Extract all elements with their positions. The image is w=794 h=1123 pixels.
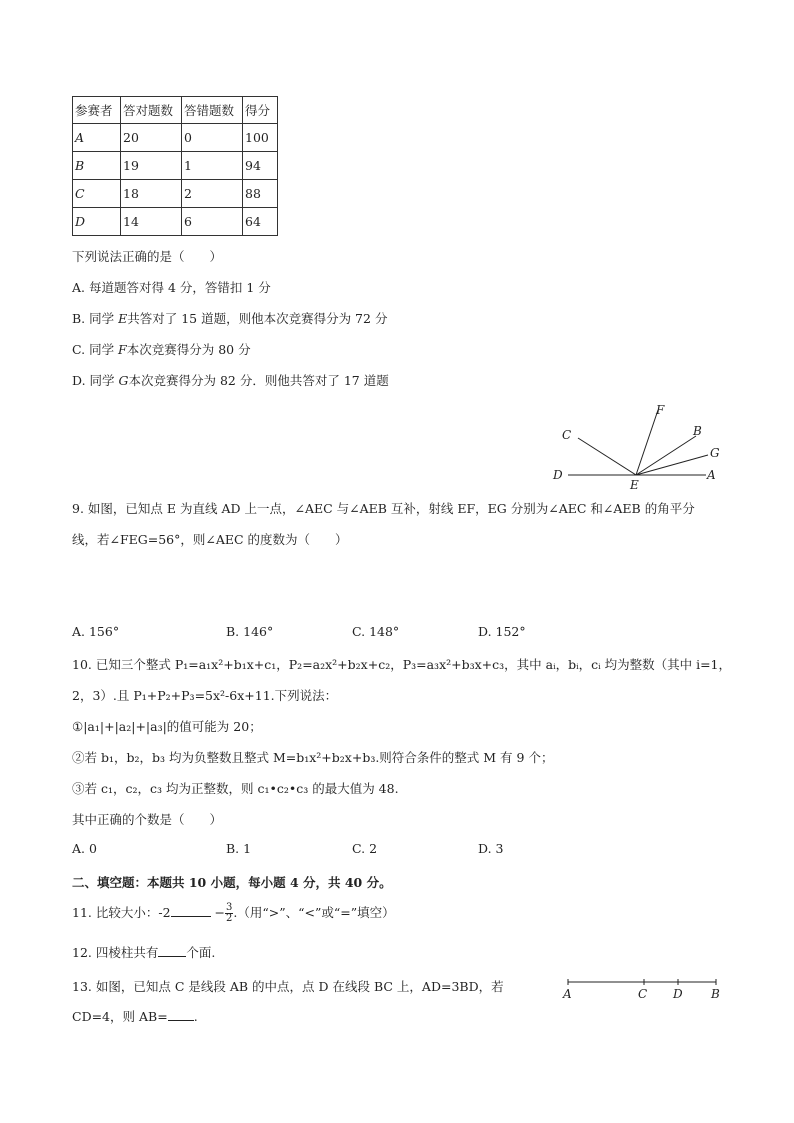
fraction: $\frac{3}{2}$ <box>226 902 233 924</box>
q10-line1: 10. 已知三个整式 P₁=a₁x²+b₁x+c₁，P₂=a₂x²+b₂x+c₂，P₃=a₃x²+b₃x+c₃，其中 aᵢ，bᵢ，cᵢ 均为整数（其中 i=1， <box>72 657 731 672</box>
q11-text: 11. 比较大小：-2 − $\frac{3}{2}$ .（用“>”、“<”或“=”填空） <box>72 902 395 924</box>
answer-blank[interactable] <box>171 916 211 917</box>
q10-line2: 2，3）.且 P₁+P₂+P₃=5x²-6x+11.下列说法： <box>72 688 338 703</box>
segment-figure <box>558 972 728 1004</box>
table-cell: 1 <box>182 152 243 180</box>
fig13-label-b: B <box>711 987 720 1001</box>
table-cell: 20 <box>121 124 182 152</box>
q9-line1: 9. 如图，已知点 E 为直线 AD 上一点，∠AEC 与∠AEB 互补，射线 EF，EG 分别为∠AEC 和∠AEB 的角平分 <box>72 501 695 516</box>
q12-text: 12. 四棱柱共有 个面. <box>72 945 216 960</box>
q10-option-d: D. 3 <box>478 841 504 856</box>
q9-option-a: A. 156° <box>72 624 120 639</box>
table-cell: B <box>73 152 121 180</box>
q9-option-c: C. 148° <box>352 624 400 639</box>
q10-option-b: B. 1 <box>226 841 252 856</box>
fig9-label-a: A <box>707 468 716 482</box>
fig9-label-g: G <box>710 446 720 460</box>
section-heading: 二、填空题：本题共 10 小题，每小题 4 分，共 40 分。 <box>72 875 392 890</box>
table-row <box>73 152 278 180</box>
table-cell: 88 <box>243 180 278 208</box>
table-cell: D <box>73 208 121 236</box>
q10-statement-1: ①|a₁|+|a₂|+|a₃|的值可能为 20； <box>72 719 262 734</box>
table-cell: 100 <box>243 124 278 152</box>
fig9-label-e: E <box>630 478 639 492</box>
table-row <box>73 124 278 152</box>
table-cell: 14 <box>121 208 182 236</box>
table-row <box>73 180 278 208</box>
q8-stem: 下列说法正确的是（ ） <box>72 249 223 264</box>
q10-option-c: C. 2 <box>352 841 378 856</box>
table-header-row <box>73 97 278 124</box>
table-header: 得分 <box>243 97 278 124</box>
table-cell: A <box>73 124 121 152</box>
table-cell: C <box>73 180 121 208</box>
q8-option-d: D. 同学 G本次竞赛得分为 82 分．则他共答对了 17 道题 <box>72 373 389 388</box>
q8-option-a: A. 每道题答对得 4 分，答错扣 1 分 <box>72 280 271 295</box>
q10-option-a: A. 0 <box>72 841 97 856</box>
answer-blank[interactable] <box>168 1020 194 1021</box>
angle-figure <box>548 398 728 493</box>
fig9-label-b: B <box>693 424 702 438</box>
fig13-label-d: D <box>673 987 683 1001</box>
table-cell: 64 <box>243 208 278 236</box>
table-cell: 6 <box>182 208 243 236</box>
q9-option-b: B. 146° <box>226 624 274 639</box>
table-cell: 0 <box>182 124 243 152</box>
table-header: 答错题数 <box>182 97 243 124</box>
fig9-label-c: C <box>562 428 572 442</box>
table-cell: 19 <box>121 152 182 180</box>
table-cell: 18 <box>121 180 182 208</box>
table-header: 参赛者 <box>73 97 121 124</box>
fig9-label-f: F <box>656 403 665 417</box>
table-cell: 94 <box>243 152 278 180</box>
q13-line1: 13. 如图，已知点 C 是线段 AB 的中点，点 D 在线段 BC 上，AD=3BD，若 <box>72 979 504 994</box>
fig13-label-a: A <box>563 987 572 1001</box>
score-table <box>72 96 278 236</box>
q9-line2: 线，若∠FEG=56°，则∠AEC 的度数为（ ） <box>72 532 348 547</box>
q13-line2: CD=4，则 AB= . <box>72 1009 198 1024</box>
q8-option-c: C. 同学 F本次竞赛得分为 80 分 <box>72 342 251 357</box>
q10-statement-2: ②若 b₁，b₂，b₃ 均为负整数且整式 M=b₁x²+b₂x+b₃.则符合条件的整式 M 有 9 个； <box>72 750 554 765</box>
table-cell: 2 <box>182 180 243 208</box>
q9-option-d: D. 152° <box>478 624 526 639</box>
table-header: 答对题数 <box>121 97 182 124</box>
q10-statement-3: ③若 c₁，c₂，c₃ 均为正整数，则 c₁•c₂•c₃ 的最大值为 48. <box>72 781 399 796</box>
fig9-label-d: D <box>553 468 563 482</box>
table-row <box>73 208 278 236</box>
q8-option-b: B. 同学 E共答对了 15 道题，则他本次竞赛得分为 72 分 <box>72 311 388 326</box>
fig13-label-c: C <box>638 987 648 1001</box>
answer-blank[interactable] <box>158 956 186 957</box>
q10-stem: 其中正确的个数是（ ） <box>72 812 223 827</box>
